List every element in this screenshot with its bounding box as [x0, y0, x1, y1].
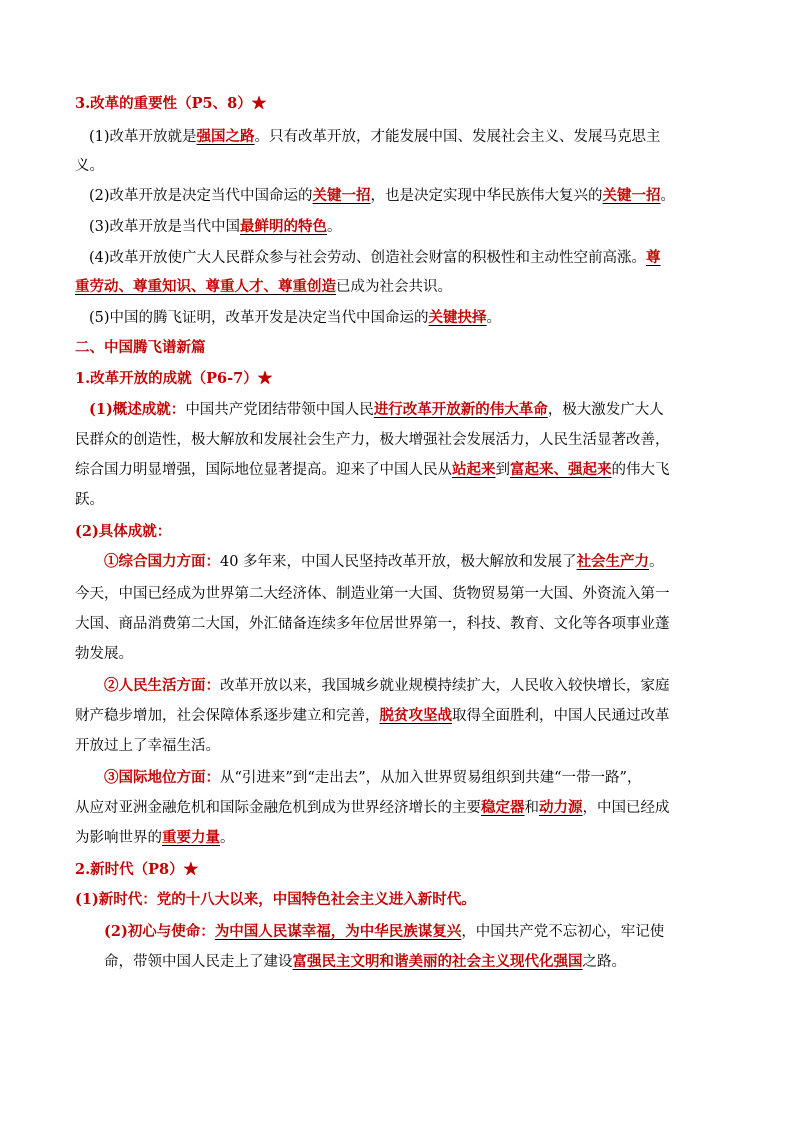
text-line [75, 828, 235, 848]
body-text: ，中国已经成 [582, 800, 670, 816]
body-text: 中国共产党团结带领中国人民 [185, 402, 374, 418]
body-text: 改革开放以来，我国城乡就业规模持续扩大，人民收入较快增长，家庭 [220, 678, 670, 694]
body-text: 命，带领中国人民走上了建设 [104, 954, 293, 970]
text-line [89, 186, 675, 206]
heading-text: ①综合国力方面： [104, 553, 220, 570]
body-text: 大国、商品消费第二大国，外汇储备连续多年位居世界第一，科技、教育、文化等各项事业蓬 [75, 616, 670, 632]
text-line [75, 430, 670, 450]
body-text: 民群众的创造性，极大解放和发展社会生产力，极大增强社会发展活力，人民生活显著改善， [75, 432, 670, 448]
body-text: 。 [220, 830, 235, 846]
text-line [89, 217, 342, 237]
body-text: ，极大激发广大人 [547, 402, 664, 418]
text-line [75, 156, 104, 176]
text-line [75, 706, 670, 726]
key-term: 重劳动、尊重知识、尊重人才、尊重创造 [75, 278, 336, 295]
body-text: (1)改革开放就是 [89, 129, 197, 145]
body-text: 综合国力明显增强，国际地位显著提高。迎来了中国人民从 [75, 462, 452, 478]
body-text: 为影响世界的 [75, 830, 162, 846]
body-text: 。 [649, 554, 664, 570]
body-text: 。只有改革开放，才能发展中国、发展社会主义、发展马克思主 [254, 129, 661, 145]
key-term: 站起来 [452, 461, 496, 478]
key-term: 脱贫攻坚战 [379, 707, 452, 724]
body-text: 跃。 [75, 492, 104, 508]
key-term: 最鲜明的特色 [240, 218, 328, 235]
key-term: 富强民主文明和谐美丽的社会主义现代化强国 [292, 953, 583, 970]
heading-text: (2)具体成就： [75, 523, 172, 540]
body-text: 到 [495, 462, 510, 478]
text-line [104, 676, 670, 696]
text-line [75, 798, 670, 818]
text-line [75, 860, 198, 880]
text-line [104, 768, 641, 788]
body-text: 从应对亚洲金融危机和国际金融危机到成为世界经济增长的主要 [75, 800, 481, 816]
text-line [75, 94, 266, 114]
text-line [75, 890, 476, 910]
key-term: 动力源 [539, 799, 583, 816]
text-line [89, 308, 501, 328]
body-text: 义。 [75, 158, 104, 174]
body-text: (3)改革开放是当代中国 [89, 219, 241, 235]
heading-text: (1)概述成就： [89, 401, 186, 418]
text-line [75, 369, 272, 389]
text-line [89, 248, 661, 268]
key-term: 尊 [646, 249, 661, 266]
body-text: 财产稳步增加，社会保障体系逐步建立和完善， [75, 708, 380, 724]
body-text: (4)改革开放使广大人民群众参与社会劳动、创造社会财富的积极性和主动性空前高涨。 [89, 250, 647, 266]
body-text: 从“引进来”到“走出去”，从加入世界贸易组织到共建“一带一路”， [220, 770, 642, 786]
body-text: 取得全面胜利，中国人民通过改革 [452, 708, 670, 724]
text-line [75, 736, 220, 756]
body-text: 。 [327, 219, 342, 235]
heading-text: 二、中国腾飞谱新篇 [75, 339, 206, 356]
key-term: 富起来、强起来 [510, 461, 612, 478]
heading-text: (1)新时代：党的十八大以来，中国特色社会主义进入新时代。 [75, 891, 476, 908]
body-text: (5)中国的腾飞证明，改革开发是决定当代中国命运的 [89, 310, 429, 326]
body-text: 开放过上了幸福生活。 [75, 738, 220, 754]
key-term: 强国之路 [196, 128, 255, 145]
text-line [104, 952, 626, 972]
heading-text: 3.改革的重要性（P5、8）★ [75, 95, 267, 112]
heading-text: ②人民生活方面： [104, 677, 220, 694]
key-term: 关键一招 [602, 187, 661, 204]
key-term: 社会生产力 [576, 553, 650, 570]
body-text: (2)改革开放是决定当代中国命运的 [89, 188, 313, 204]
key-term: 关键抉择 [428, 309, 487, 326]
heading-text: 1.改革开放的成就（P6-7）★ [75, 370, 273, 387]
text-line [75, 644, 133, 664]
body-text: 已成为社会共识。 [336, 279, 452, 295]
key-term: 进行改革开放新的伟大革命 [373, 401, 548, 418]
text-line [104, 922, 664, 942]
text-line [75, 584, 670, 604]
key-term: 稳定器 [481, 799, 525, 816]
text-line [75, 614, 670, 634]
heading-text: 2.新时代（P8）★ [75, 861, 199, 878]
body-text: ，也是决定实现中华民族伟大复兴的 [370, 188, 603, 204]
text-line [75, 460, 670, 480]
key-term: 关键一招 [312, 187, 371, 204]
key-term: 重要力量 [162, 829, 220, 846]
body-text: ，中国共产党不忘初心，牢记使 [461, 924, 665, 940]
heading-text: (2)初心与使命： [104, 923, 215, 940]
body-text: 今天，中国已经成为世界第二大经济体、制造业第一大国、货物贸易第一大国、外资流入第一 [75, 586, 670, 602]
body-text: 的伟大飞 [611, 462, 670, 478]
body-text: 40 多年来，中国人民坚持改革开放，极大解放和发展了 [220, 554, 577, 570]
text-line [89, 127, 661, 147]
text-line [75, 522, 171, 542]
body-text: 和 [524, 800, 539, 816]
body-text: 之路。 [582, 954, 626, 970]
text-line [104, 552, 664, 572]
body-text: 勃发展。 [75, 646, 133, 662]
text-line [89, 400, 664, 420]
text-line [75, 338, 206, 358]
body-text: 。 [486, 310, 502, 326]
body-text: 。 [660, 188, 676, 204]
heading-text: ③国际地位方面： [104, 769, 220, 786]
key-term: 为中国人民谋幸福，为中华民族谋复兴 [214, 923, 462, 940]
text-line [75, 277, 452, 297]
text-line [75, 490, 104, 510]
